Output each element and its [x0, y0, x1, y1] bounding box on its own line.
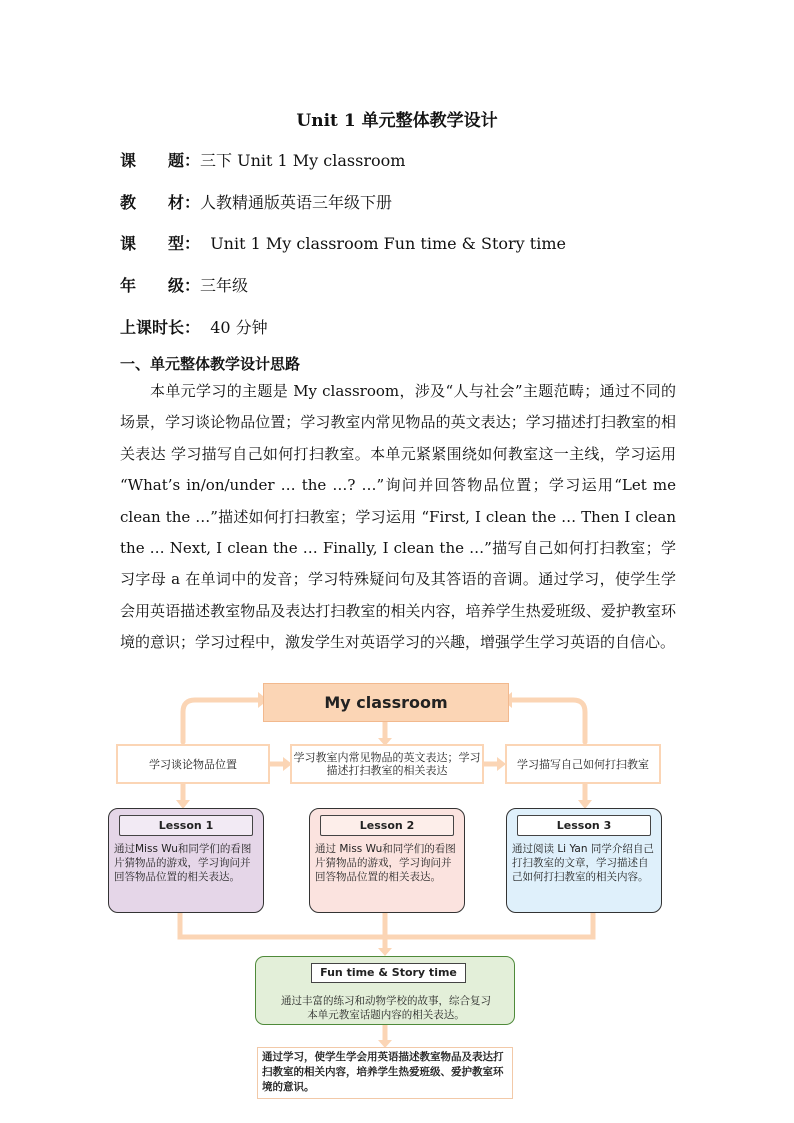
fun-time-label: Fun time & Story time [311, 963, 466, 983]
goal-box: 通过学习，使学生学会用英语描述教室物品及表达打扫教室的相关内容，培养学生热爱班级、爱护教室环境的意识。 [257, 1047, 513, 1099]
lesson-card-1 [108, 808, 264, 913]
meta-label: 课 型： [120, 234, 201, 253]
meta-value: 人教精通版英语三年级下册 [200, 193, 393, 212]
connector-left-up [183, 700, 258, 742]
meta-label: 教 材： [120, 193, 201, 212]
section-heading: 一、单元整体教学设计思路 [120, 355, 301, 373]
meta-value: Unit 1 My classroom Fun time & Story time [200, 234, 566, 253]
connector-right-up [512, 700, 585, 742]
meta-label: 上课时长： [120, 318, 201, 337]
meta-value: 40 分钟 [200, 318, 268, 337]
topic-box-2: 学习教室内常见物品的英文表达；学习描述打扫教室的相关表达 [290, 744, 484, 784]
meta-label: 课 题： [120, 151, 201, 170]
fun-time-box [255, 956, 515, 1025]
lesson-text: 通过Miss Wu和同学们的看图片猜物品的游戏，学习询问并回答物品位置的相关表达。 [114, 843, 252, 883]
lesson-text: 通过 Miss Wu和同学们的看图片猜物品的游戏，学习询问并回答物品位置的相关表达。 [315, 843, 456, 883]
document-title: Unit 1 单元整体教学设计 [296, 111, 498, 131]
meta-value: 三年级 [200, 276, 249, 295]
topic-box-1: 学习谈论物品位置 [116, 744, 270, 784]
meta-label: 年 级： [120, 276, 201, 295]
lesson-card-3 [506, 808, 662, 913]
lesson-text: 通过阅读 Li Yan 同学介绍自己打扫教室的文章，学习描述自己如何打扫教室的相关内容。 [512, 843, 654, 883]
lesson-label: Lesson 3 [517, 815, 651, 836]
topic-box-3: 学习描写自己如何打扫教室 [505, 744, 661, 784]
lesson-card-2 [309, 808, 465, 913]
lesson-label: Lesson 2 [320, 815, 454, 836]
diagram-title: My classroom [263, 683, 509, 722]
meta-value: 三下 Unit 1 My classroom [200, 151, 406, 170]
lesson-label: Lesson 1 [119, 815, 253, 836]
fun-time-text: 通过丰富的练习和动物学校的故事，综合复习本单元教室话题内容的相关表达。 [281, 995, 491, 1021]
paragraph-text: 本单元学习的主题是 My classroom，涉及“人与社会”主题范畴；通过不同的场景，学习谈论物品位置；学习教室内常见物品的英文表达；学习描述打扫教室的相关表达 学习描写自己如何打扫教室。本单元紧紧围绕如何教室这一主线，学习运用 “What’s in/on/under … the …? …”询问并回答物品位置；学习运用“Let me clean the …”描述如何打扫教室；学习运用 “First, I clean the … Then I clean the … Next, I clean the … Finally, I clean the …”描写自己如何打扫教室；学习字母 a 在单词中的发音；学习特殊疑问句及其答语的音调。通过学习，使学生学会用英语描述教室物品及表达打扫教室的相关内容，培养学生热爱班级、爱护教室环境的意识；学习过程中，激发学生对英语学习的兴趣，增强学生学习英语的自信心。 [120, 382, 676, 652]
arrowhead-icon [378, 948, 392, 956]
